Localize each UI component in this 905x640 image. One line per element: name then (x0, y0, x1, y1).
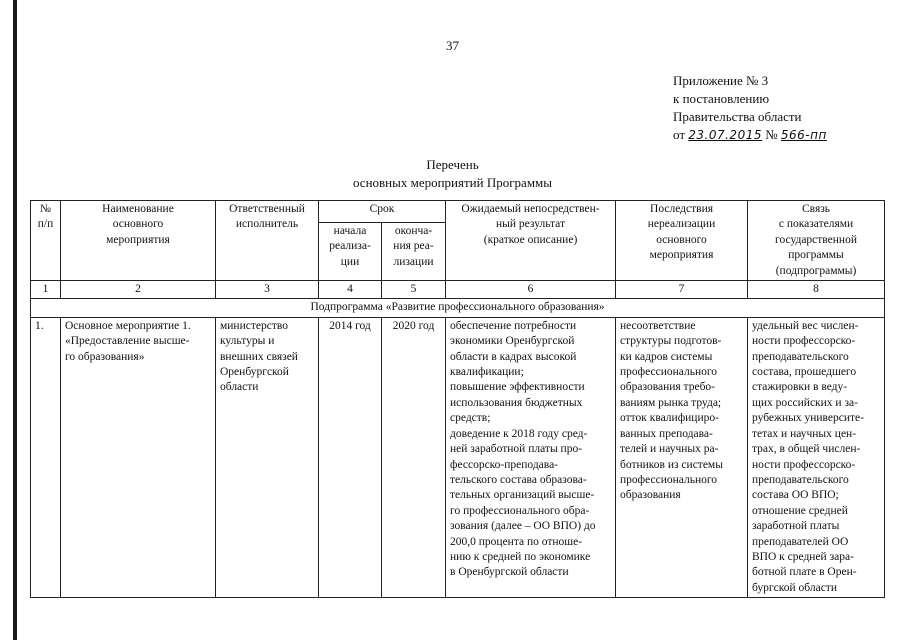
text-line: ванных преподава- (620, 427, 713, 440)
table-row (31, 317, 885, 597)
cell-link (748, 317, 885, 597)
text-line: «Предоставление высше- (65, 335, 190, 348)
title-line-1: Перечень (426, 157, 479, 172)
column-number: 1 (31, 281, 61, 299)
text-line: мероприятия (106, 233, 170, 246)
cell-end: 2020 год (382, 317, 446, 597)
appendix-date-line (673, 126, 827, 144)
text-line: профессионального (620, 473, 718, 486)
subprogram-title: Подпрограмма «Развитие профессионального образования» (31, 299, 885, 317)
text-line: в Оренбургской области (450, 566, 569, 579)
text-line: щих российских и за- (752, 396, 858, 409)
text-line: Ожидаемый непосредствен- (461, 203, 600, 215)
text-line: Ответственный (229, 203, 305, 215)
text-line: рубежных университе- (752, 412, 864, 425)
header-consequences (616, 201, 748, 281)
date-prefix: от (673, 127, 686, 142)
binding-edge (13, 0, 17, 640)
header-result (446, 201, 616, 281)
text-line: области в кадрах высокой (450, 350, 577, 363)
text-line: фессорско-преподава- (450, 458, 559, 471)
header-name (61, 201, 216, 281)
text-line: нию к средней по экономике (450, 550, 591, 563)
header-term: Срок (319, 201, 446, 223)
text-line: бургской области (752, 581, 837, 594)
cell-consequences (616, 317, 748, 597)
text-line: образования требо- (620, 381, 716, 394)
text-line: ки кадров системы (620, 350, 713, 363)
page-number: 37 (446, 38, 459, 53)
text-line: мероприятия (649, 249, 714, 262)
text-line: заработной платы (752, 520, 840, 533)
text-line: ности профессорско- (752, 458, 856, 471)
handwritten-number: 566-пп (780, 128, 827, 142)
text-line: ный результат (496, 218, 566, 231)
column-number: 7 (616, 281, 748, 299)
text-line: ней заработной платы про- (450, 443, 583, 456)
column-number: 5 (382, 281, 446, 299)
text-line: оконча- (394, 224, 433, 237)
text-line: № (40, 203, 51, 215)
text-line: преподавательского (752, 350, 849, 363)
text-line: ния реа- (393, 240, 434, 253)
column-number: 4 (319, 281, 382, 299)
subprogram-row (31, 299, 885, 317)
text-line: министерство (220, 319, 288, 332)
appendix-line-3: Правительства области (673, 109, 802, 124)
cell-num: 1. (31, 317, 61, 597)
text-line: области (220, 381, 259, 394)
text-line: экономики Оренбургской (450, 335, 575, 348)
text-line: Связь (802, 203, 831, 215)
text-line: Наименование (102, 203, 174, 215)
handwritten-date: 23.07.2015 (688, 128, 762, 142)
text-line: тетах и научных цен- (752, 427, 857, 440)
text-line: 200,0 процента по отноше- (450, 535, 583, 548)
text-line: п/п (37, 218, 54, 231)
cell-start: 2014 год (319, 317, 382, 597)
text-line: ваниям рынка труда; (620, 396, 722, 409)
text-line: реализа- (329, 240, 371, 253)
text-line: внешних связей (220, 350, 298, 363)
text-line: использования бюджетных (450, 396, 583, 409)
text-line: тельных организаций высше- (450, 489, 595, 502)
text-line: го образования» (65, 350, 145, 363)
measures-table (30, 200, 885, 598)
text-line: зования (далее – ОО ВПО) до (450, 520, 596, 533)
text-line: трах, в общей числен- (752, 443, 861, 456)
text-line: состава, прошедшего (752, 366, 857, 379)
text-line: (подпрограммы) (775, 264, 857, 277)
text-line: повышение эффективности (450, 381, 585, 394)
text-line: основного (112, 218, 164, 231)
text-line: доведение к 2018 году сред- (450, 427, 588, 440)
text-line: программы (788, 249, 844, 262)
text-line: лизации (393, 255, 434, 268)
header-start (319, 222, 382, 280)
text-line: основного (656, 233, 707, 246)
text-line: ботной плате в Орен- (752, 566, 857, 579)
text-line: ВПО к средней зара- (752, 550, 854, 563)
cell-name (61, 317, 216, 597)
text-line: структуры подготов- (620, 335, 722, 348)
text-line: культуры и (220, 335, 275, 348)
text-line: состава ОО ВПО; (752, 489, 839, 502)
number-prefix: № (765, 127, 778, 142)
column-number: 2 (61, 281, 216, 299)
text-line: (краткое описание) (483, 233, 578, 246)
text-line: несоответствие (620, 319, 696, 332)
text-line: отток квалифициро- (620, 412, 719, 425)
text-line: преподавателей ОО (752, 535, 849, 548)
text-line: отношение средней (752, 504, 848, 517)
header-row-1 (31, 201, 885, 223)
text-line: ности профессорско- (752, 335, 856, 348)
text-line: тельского состава образова- (450, 473, 587, 486)
header-num (31, 201, 61, 281)
column-number-row (31, 281, 885, 299)
column-number: 6 (446, 281, 616, 299)
appendix-block (673, 72, 827, 144)
cell-executor (216, 317, 319, 597)
text-line: профессионального (620, 366, 718, 379)
header-end (382, 222, 446, 280)
text-line: исполнитель (235, 218, 299, 231)
text-line: с показателями (778, 218, 854, 231)
text-line: образования (620, 489, 681, 502)
text-line: обеспечение потребности (450, 319, 577, 332)
text-line: Последствия (650, 203, 714, 215)
text-line: преподавательского (752, 473, 849, 486)
text-line: начала (333, 224, 367, 237)
header-executor (216, 201, 319, 281)
text-line: Основное мероприятие 1. (65, 319, 191, 332)
text-line: ции (340, 255, 360, 268)
document-title (0, 156, 905, 192)
text-line: квалификации; (450, 366, 524, 379)
text-line: стажировки в веду- (752, 381, 848, 394)
text-line: нереализации (647, 218, 716, 231)
column-number: 3 (216, 281, 319, 299)
cell-result (446, 317, 616, 597)
text-line: телей и научных ра- (620, 443, 719, 456)
text-line: удельный вес числен- (752, 319, 859, 332)
text-line: государственной (775, 233, 857, 246)
appendix-line-1: Приложение № 3 (673, 73, 769, 88)
text-line: ботников из системы (620, 458, 723, 471)
text-line: го профессионального обра- (450, 504, 590, 517)
column-number: 8 (748, 281, 885, 299)
text-line: средств; (450, 412, 491, 425)
text-line: Оренбургской (220, 366, 289, 379)
title-line-2: основных мероприятий Программы (352, 175, 553, 190)
header-link (748, 201, 885, 281)
appendix-line-2: к постановлению (673, 91, 770, 106)
